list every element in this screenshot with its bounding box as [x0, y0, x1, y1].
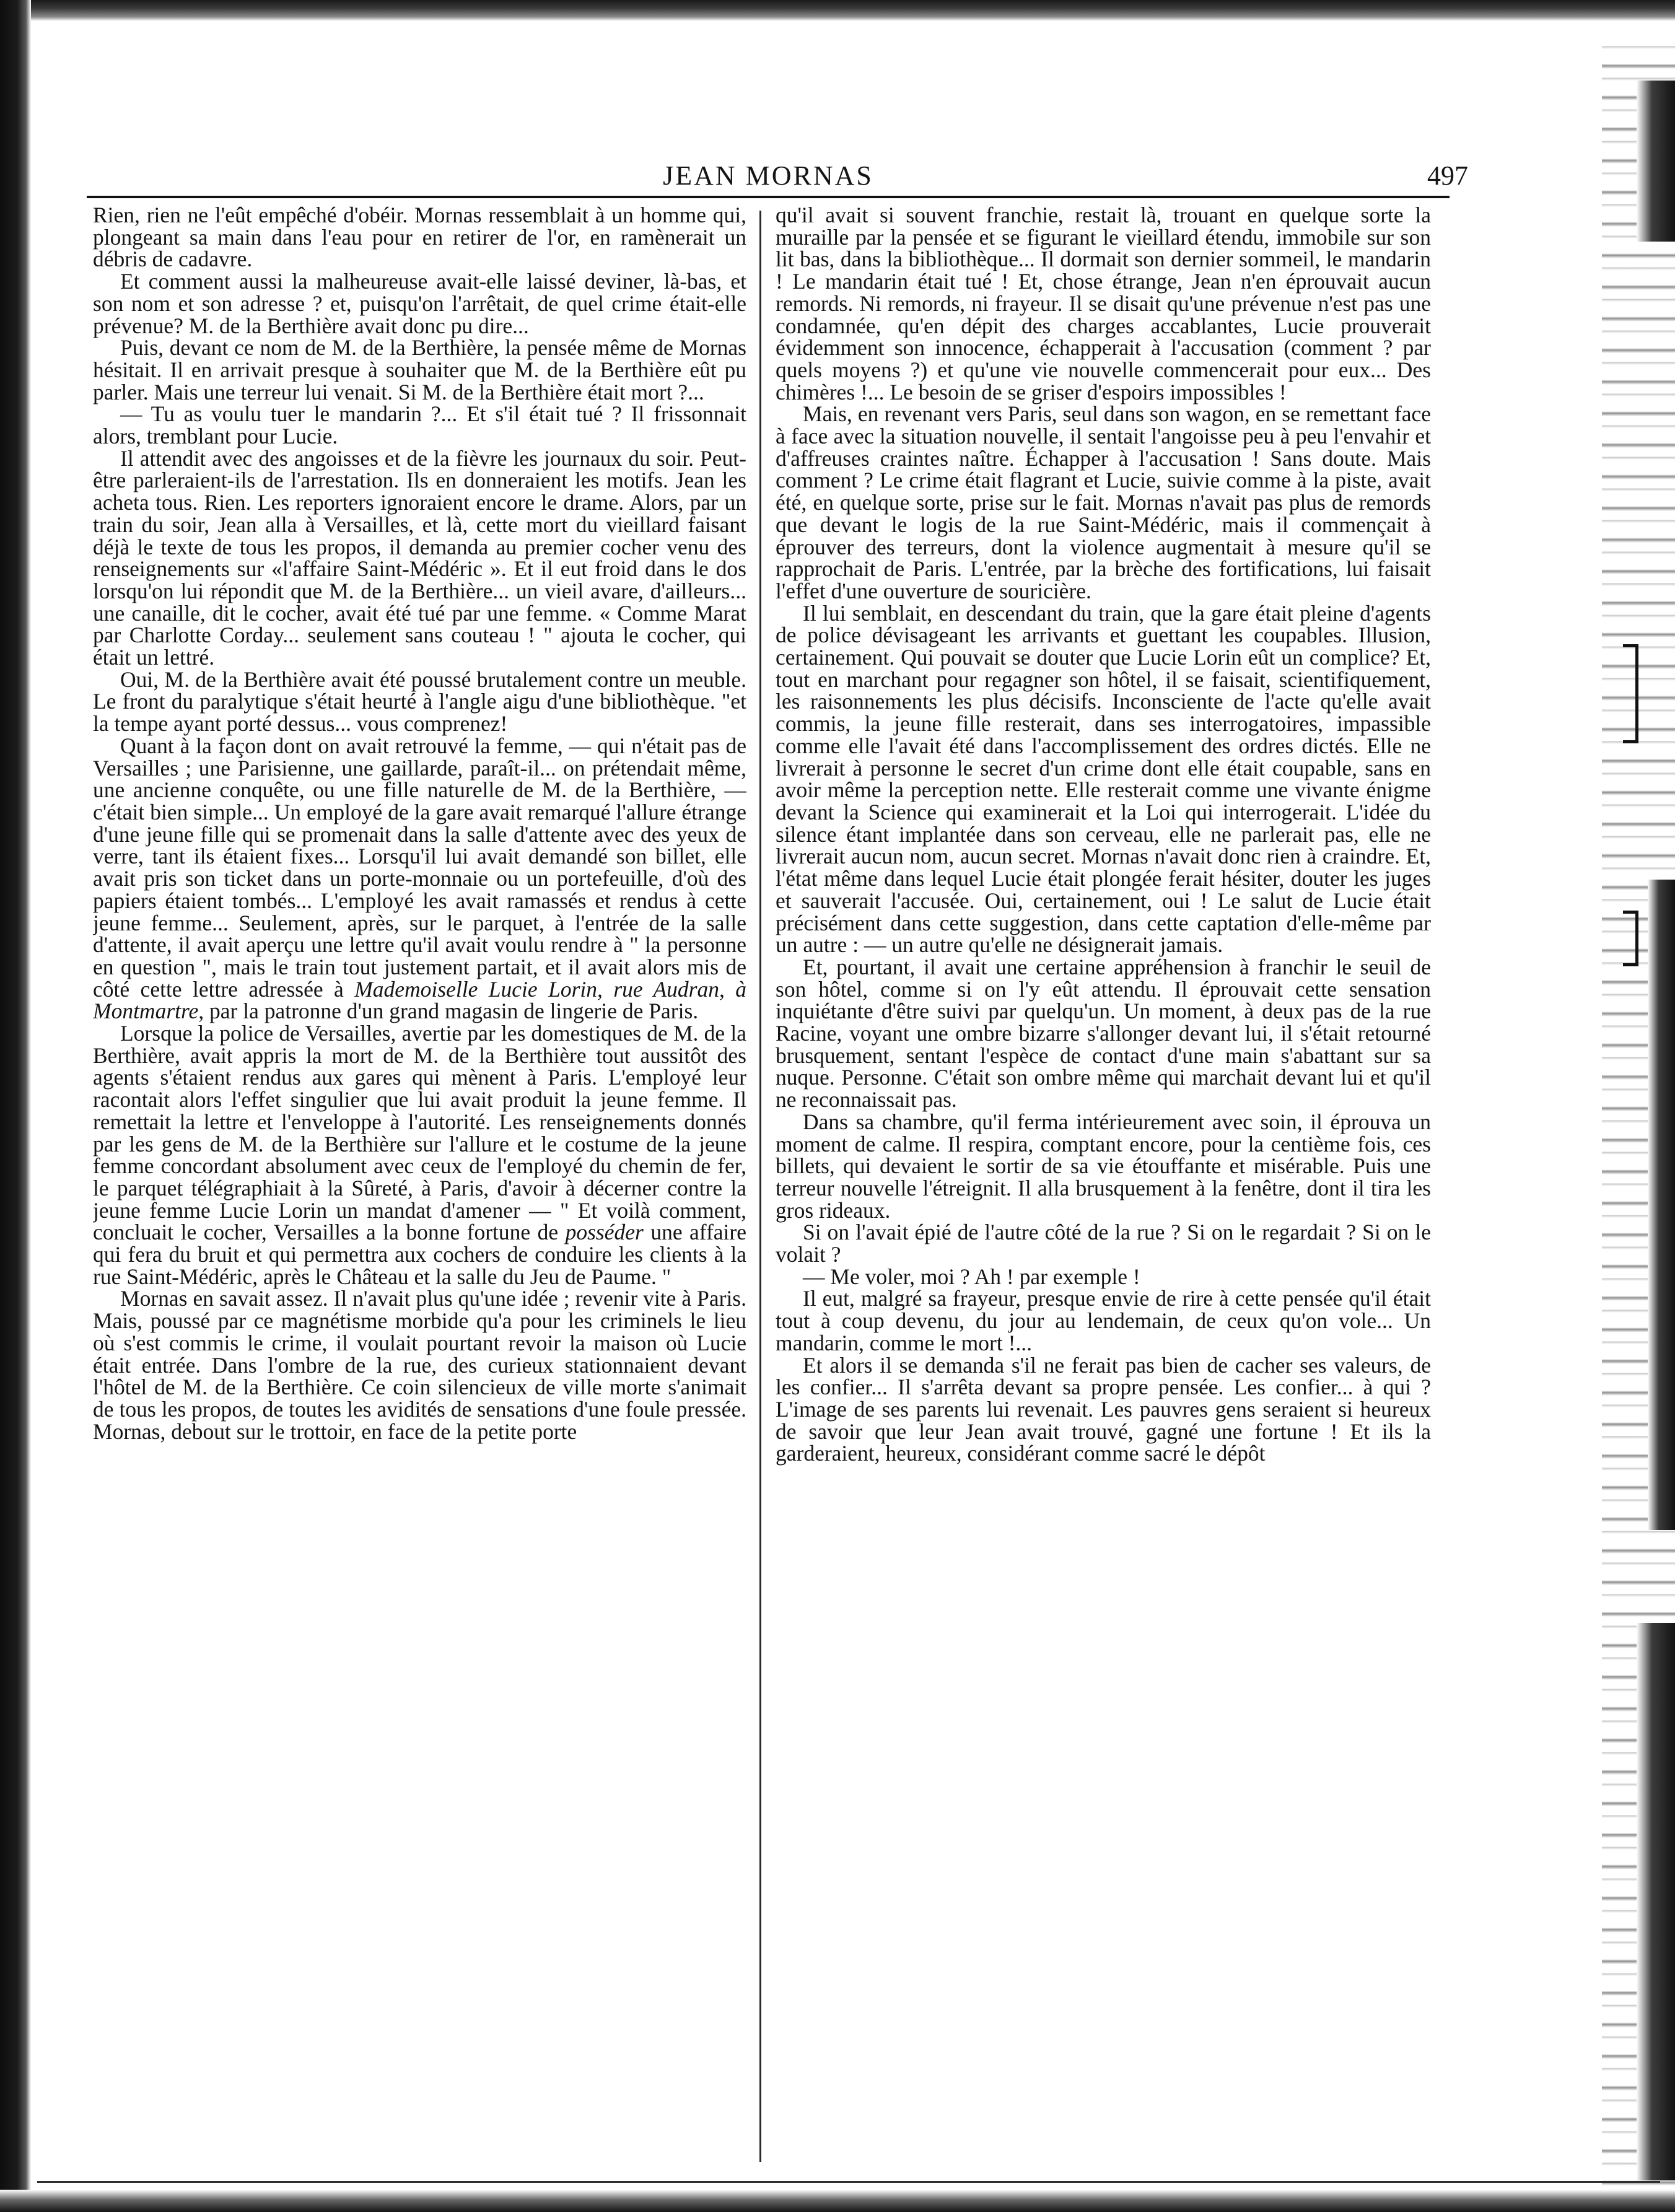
paragraph: Mornas en savait assez. Il n'avait plus qu'une idée ; revenir vite à Paris. Mais, poussé par ce magnétisme morbide qu'a pour les criminels le lieu où s'est commis le crime, il voulait pourtant revoir la maison où Lucie était entrée. Dans l'ombre de la rue, des curieux stationnaient devant l'hôtel de M. de la Berthière. Ce coin silencieux de ville morte s'animait de tous les propos, de toutes les avidités de sensations d'une foule pressée. Mornas, debout sur le trottoir, en face de la petite porte: [93, 1286, 746, 1444]
paragraph-text: par la patronne d'un grand magasin de lingerie de Paris.: [209, 999, 699, 1024]
paragraph: Il eut, malgré sa frayeur, presque envie de rire à cette pensée qu'il était tout à coup devenu, du jour au lendemain, de ceux qu'on vole... Un mandarin, comme le mort !...: [776, 1286, 1431, 1355]
paragraph: Rien, rien ne l'eût empêché d'obéir. Mornas ressemblait à un homme qui, plongeant sa main dans l'eau pour en retirer de l'or, en ramènerait un débris de cadavre.: [93, 204, 746, 272]
scan-left-edge: [0, 0, 31, 2212]
paragraph: Puis, devant ce nom de M. de la Berthière, la pensée même de Mornas hésitait. Il en arrivait presque à souhaiter que M. de la Berthière eût pu parler. Mais une terreur lui venait. Si M. de la Berthière était mort ?...: [93, 335, 746, 404]
paragraph: Et comment aussi la malheureuse avait-elle laissé deviner, là-bas, et son nom et son adresse ? et, puisqu'on l'arrêtait, de quel crime était-elle prévenue? M. de la Berthière avait donc pu dire...: [93, 269, 746, 338]
left-column: [93, 204, 746, 2174]
paragraph: — Tu as voulu tuer le mandarin ?... Et s'il était tué ? Il frissonnait alors, tremblant pour Lucie.: [93, 401, 746, 449]
binding-bracket-lower: [1623, 911, 1638, 966]
scan-bottom-edge: [0, 2190, 1675, 2212]
paragraph-text: Quant à la façon dont on avait retrouvé la femme, — qui n'était pas de Versailles ; une Parisienne, une gaillarde, paraît-il... on prétendait même, une ancienne conquête, ou une fille naturelle de M. de la Berthière, — c'était bien simple... Un employé de la gare avait remarqué l'allure étrange d'une jeune fille qui se promenait dans la salle d'attente avec des yeux de verre, tant ils étaient fixes... Lorsqu'il lui avait demandé son billet, elle avait pris son ticket dans un porte-monnaie ou un portefeuille, d'où des papiers étaient tombés... L'employé les avait ramassés et rendus à cette jeune femme... Seulement, après, sur le parquet, à l'entrée de la salle d'attente, il avait aperçu une lettre qu'il avait voulu rendre à " la personne en question ", mais le train tout justement partait, et il avait alors mis de côté cette lettre adressée à: [93, 733, 746, 1002]
paragraph: Et, pourtant, il avait une certaine appréhension à franchir le seuil de son hôtel, comme si on l'y eût attendu. Il éprouvait cette sensation inquiétante d'être suivi par quelqu'un. Un moment, à deux pas de la rue Racine, voyant une ombre bizarre s'allonger devant lui, il s'était retourné brusquement, sentant l'espèce de contact d'une main s'abattant sur sa nuque. Personne. C'était son ombre même qui marchait devant lui et qu'il ne reconnaissait pas.: [776, 954, 1431, 1113]
header-rule: [87, 196, 1450, 198]
paragraph: Si on l'avait épié de l'autre côté de la rue ? Si on le regardait ? Si on le volait ?: [776, 1220, 1431, 1267]
binding-shadow-middle: [1648, 880, 1675, 1530]
paragraph: Oui, M. de la Berthière avait été poussé brutalement contre un meuble. Le front du paralytique s'était heurté à l'angle aigu d'une bibliothèque. "et la tempe ayant porté dessus... vous comprenez!: [93, 667, 746, 737]
paragraph: Mais, en revenant vers Paris, seul dans son wagon, en se remettant face à face avec la situation nouvelle, il sentait l'angoisse peu à peu l'envahir et d'affreuses craintes naître. Échapper à l'accusation ! Sans doute. Mais comment ? Le crime était flagrant et Lucie, suivie comme à la piste, avait été, en quelque sorte, prise sur le fait. Mornas n'avait pas plus de remords que devant le logis de la rue Saint-Médéric, mais il commençait à éprouver des terreurs, dont la violence augmentait à mesure qu'il se rapprochait de Paris. L'entrée, par la brèche des fortifications, lui faisait l'effet d'une ouverture de souricière.: [776, 401, 1431, 603]
column-divider: [759, 211, 761, 2162]
paragraph: Il lui semblait, en descendant du train, que la gare était pleine d'agents de police dévisageant les arrivants et guettant les coupables. Illusion, certainement. Qui pouvait se douter que Lucie Lorin eût un complice? Et, tout en marchant pour regagner son hôtel, il se faisait, scientifiquement, les raisonnements les plus décisifs. Inconsciente de l'acte qu'elle avait commis, la jeune fille resterait, dans ses interrogatoires, impassible comme elle l'avait été dans l'accomplissement des ordres dictés. Elle ne livrerait à personne le secret d'un crime dont elle était coupable, sans en avoir même la perception nette. Elle resterait comme une vivante énigme devant la Science qui examinerait et la Loi qui interrogerait. L'idée du silence étant implantée dans son cerveau, elle ne parlerait pas, elle ne livrerait aucun nom, aucun secret. Mornas n'avait donc rien à craindre. Et, l'état même dans lequel Lucie était plongée ferait hésiter, douter les juges et sauverait l'accusée. Oui, certainement, oui ! Le salut de Lucie était précisément dans cette suggestion, dans cette captation d'elle-même par un autre : — un autre qu'elle ne désignerait jamais.: [776, 600, 1431, 958]
binding-bracket-upper: [1623, 644, 1638, 743]
right-column: [776, 204, 1431, 2174]
italic-address: Mademoiselle Lucie Lorin, rue Audran, à Montmartre,: [93, 976, 746, 1024]
paragraph: [93, 1023, 746, 1288]
paragraph: qu'il avait si souvent franchie, restait là, trouant en quelque sorte la muraille par la pensée et se figurant le vieillard étendu, immobile sur son lit bas, dans la bibliothèque... Il dormait son dernier sommeil, le mandarin ! Le mandarin était tué ! Et, chose étrange, Jean n'en éprouvait aucun remords. Ni remords, ni frayeur. Il se disait qu'une prévenue n'est pas une condamnée, qu'en dépit des charges accablantes, Lucie prouverait évidemment son innocence, échapperait à l'accusation (comment ? par quels moyens ?) et qu'une vie nouvelle commencerait pour eux... Des chimères !... Le besoin de se griser d'espoirs impossibles !: [776, 204, 1431, 404]
paragraph: — Me voler, moi ? Ah ! par exemple !: [803, 1264, 1140, 1289]
paragraph-text: Lorsque la police de Versailles, avertie par les domestiques de M. de la Berthière, avait appris la mort de M. de la Berthière tout aussitôt des agents s'étaient rendus aux gares qui mènent à Paris. L'employé leur racontait alors l'effet singulier que lui avait produit la jeune femme. Il remettait la lettre et l'enveloppe à l'autorité. Les renseignements donnés par les gens de M. de la Berthière sur l'allure et le costume de la jeune femme concordant absolument avec ceux de l'employé du chemin de fer, le parquet télégraphiait à la Sûreté, à Paris, d'avoir à décerner contre la jeune femme Lucie Lorin un mandat d'amener — " Et voilà comment, concluait le cocher, Versailles a la bonne fortune de: [93, 1021, 746, 1245]
paragraph: Il attendit avec des angoisses et de la fièvre les journaux du soir. Peut-être parleraient-ils de l'arrestation. Ils en donneraient les motifs. Jean les acheta tous. Rien. Les reporters ignoraient encore le drame. Alors, par un train du soir, Jean alla à Versailles, et là, cette mort du vieillard faisant déjà le texte de tous les propos, il demanda au premier cocher venu des renseignements sur «l'affaire Saint-Médéric ». Et il eut froid dans le dos lorsqu'on lui répondit que M. de la Berthière... un vieil avare, d'ailleurs... une canaille, dit le cocher, avait été tué par une femme. « Comme Marat par Charlotte Corday... seulement sans couteau ! " ajouta le cocher, qui était un lettré.: [93, 445, 746, 670]
binding-shadow-upper: [1637, 81, 1675, 242]
scan-top-edge: [0, 0, 1675, 21]
running-title: JEAN MORNAS: [663, 160, 873, 191]
page-header: [93, 154, 1468, 191]
italic-word: posséder: [565, 1220, 644, 1245]
footer-rule: [37, 2181, 1660, 2183]
paragraph-text: une affaire qui fera du bruit et qui permettra aux cochers de conduire les clients à la rue Saint-Médéric, après le Château et la salle du Jeu de Paume. ": [93, 1220, 746, 1289]
paragraph: Dans sa chambre, qu'il ferma intérieurement avec soin, il éprouva un moment de calme. Il respira, comptant encore, pour la centième fois, ces billets, qui devaient le sortir de sa vie étouffante et misérable. Puis une terreur nouvelle l'étreignit. Il alla brusquement à la fenêtre, dont il tira les gros rideaux.: [776, 1109, 1431, 1223]
page-number: 497: [1427, 160, 1468, 191]
binding-shadow-lower: [1637, 1623, 1675, 2180]
paragraph: Et alors il se demanda s'il ne ferait pas bien de cacher ses valeurs, de les confier... Il s'arrêta devant sa propre pensée. Les confier... à qui ? L'image de ses parents lui revenait. Les pauvres gens seraient si heureux de savoir que leur Jean avait trouvé, gagné une fortune ! Et ils la garderaient, heureux, considérant comme sacré le dépôt: [776, 1352, 1431, 1466]
paragraph: [93, 735, 746, 1023]
